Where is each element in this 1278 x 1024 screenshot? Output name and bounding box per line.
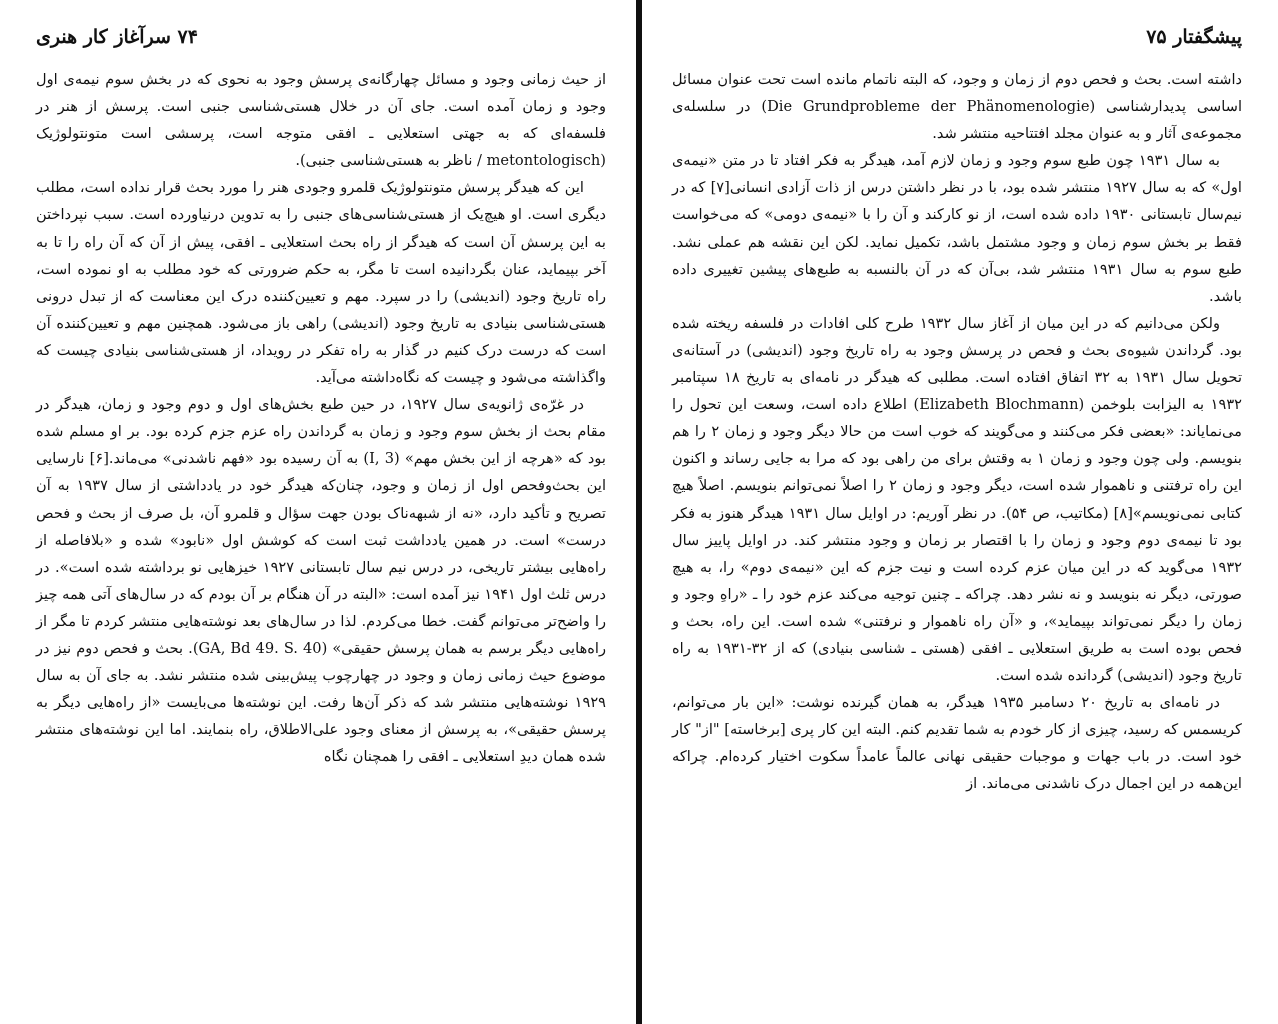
left-page-body [36, 66, 606, 770]
right-page [642, 0, 1278, 1024]
left-page [0, 0, 636, 1024]
left-page-header: ۷۴ سرآغاز کار هنری [36, 26, 198, 48]
right-page-body [672, 66, 1242, 798]
left-paragraph-1: از حیث زمانی وجود و مسائل چهارگانه‌ی پرسش وجود به نحوی که در بخش سوم نیمه‌ی اول وجود و زمان آمده است. جای آن در خلال هستی‌شناسی جنبی است. پرسش از هنر در فلسفه‌ای که به جهتی استعلایی ـ افقی متوجه است، پرسشی است متونتولوژیک (metontologisch / ناظر به هستی‌شناسی جنبی). [36, 71, 606, 170]
right-paragraph-4: در نامه‌ای به تاریخ ۲۰ دسامبر ۱۹۳۵ هیدگر، به همان گیرنده نوشت: «این بار می‌توانم، کریسمس که رسید، چیزی از کار خودم به شما تقدیم کنم. البته این کار پری [برخاسته] "از" کار خود است. در باب جهات و موجبات حقیقی نهانی عالماً عامداً سکوت اختیار کرده‌ام. چراکه این‌همه در این اجمال درک ناشدنی می‌ماند. از [672, 694, 1242, 793]
right-paragraph-1: داشته است. بحث و فحص دوم از زمان و وجود، که البته ناتمام مانده است تحت عنوان مسائل اساسی پدیدارشناسی (Die Grundprobleme der Phänomenologie) در سلسله‌ی مجموعه‌ی آثار و به عنوان مجلد افتتاحیه منتشر شد. [672, 71, 1242, 143]
right-page-header: پیشگفتار ۷۵ [1146, 26, 1242, 48]
left-paragraph-3: در غرّه‌ی ژانویه‌ی سال ۱۹۲۷، در حین طبع بخش‌های اول و دوم وجود و زمان، هیدگر در مقام بحث از بخش سوم وجود و زمان به گرداندن راه عزم جزم کرده بود. بر او مسلم شده بود که «هرچه از این بخش مهم» (I, 3) به آن رسیده بود «فهم ناشدنی» می‌ماند.[۶] نارسایی این بحث‌وفحص اول از زمان و وجود، چنان‌که هیدگر خود در یادداشتی از سال ۱۹۳۷ به آن تصریح و تأکید دارد، «نه از شبهه‌ناک بودن جهت سؤال و قلمرو آن، بل صرف از بحث و فحص درست» است. در همین یادداشت ثبت است که کوشش اول «نابود» شده و «بلافاصله از راه‌هایی بیشتر تاریخی، در درس نیم سال تابستانی ۱۹۲۷ خیزهایی نو برداشته شده است». در درس ثلث اول ۱۹۴۱ نیز آمده است: «البته در آن هنگام بر آن بودم که در سال‌های آتی همه چیز را واضح‌تر می‌توانم گفت. خطا می‌کردم. لذا در سال‌های بعد نوشته‌هایی منتشر کردم تا مگر از راه‌هایی دیگر برسم به همان پرسش حقیقی» (GA, Bd 49. S. 40). بحث و فحص دوم نیز در موضوع حیث زمانی زمان و وجود در چهارچوب پیش‌بینی شده منتشر نشد. به جای آن به سال ۱۹۲۹ نوشته‌هایی منتشر شد که ذکر آن‌ها رفت. این نوشته‌ها می‌بایست «از راه‌هایی دیگر به پرسش حقیقی»، به پرسش از معنای وجود علی‌الاطلاق، راه بنمایند. اما این نوشته‌های منتشر شده همان دیدِ استعلایی ـ افقی را همچنان نگاه [36, 396, 607, 766]
right-paragraph-3: ولکن می‌دانیم که در این میان از آغاز سال ۱۹۳۲ طرح کلی افادات در فلسفه ریخته شده بود. گرداندن شیوه‌ی بحث و فحص در پرسش وجود به راه تاریخ وجود (اندیشی) در آستانه‌ی تحویل سال ۱۹۳۱ به ۳۲ اتفاق افتاده است. مطلبی که هیدگر در نامه‌ای به تاریخ ۱۸ سپتامبر ۱۹۳۲ به الیزابت بلوخمن (Elizabeth Blochmann) اطلاع داده است، وسعت این تحول را می‌نمایاند: «بعضی فکر می‌کنند و می‌گویند که خوب است من حالا دیگر وجود و زمان ۲ را هم بنویسم. ولی چون وجود و زمان ۱ به وقتش برای من راهی بود که مرا به جایی رساند و اکنون این راه ترفتنی و ناهموار شده است، دیگر وجود و زمان ۲ را اصلاً نمی‌توانم بنویسم. اصلاً هیچ کتابی نمی‌نویسم»[۸] (مکاتیب، ص ۵۴). در نظر آوریم: در اوایل سال ۱۹۳۱ هیدگر هنوز به فکر بود تا نیمه‌ی دوم وجود و زمان را با اقتصار بر زمان و وجود منتشر کند. در اوایل پاییز سال ۱۹۳۲ می‌گوید که در این میان عزم کرده است و نیت جزم که این «نیمه‌ی دوم» را، به هیچ صورتی، دیگر نه بنویسد و نه نشر دهد. چراکه ـ چنین توجیه می‌کند عزم خود را ـ «راهِ وجود و زمان را دیگر نمی‌تواند بپیماید»، و «آن راه ناهموار و نرفتنی» شده است. این راه، بحث و فحص بوده است به طریق استعلایی ـ افقی (هستی ـ شناسی بنیادی) که از ۳۲-۱۹۳۱ به راه تاریخ وجود (اندیشی) گردانده شده است. [672, 314, 1243, 685]
left-paragraph-2: این که هیدگر پرسش متونتولوژیک قلمرو وجودی هنر را مورد بحث قرار نداده است، مطلب دیگری است. او هیچ‌یک از هستی‌شناسی‌های جنبی را به تدوین درنیاورده است. سبب نپرداختن به این پرسش آن است که هیدگر از راه بحث استعلایی ـ افقی، پیش از آن که آن راه را تا به آخر بپیماید، عنان بگردانیده است تا مگر، به حکم ضرورتی که خود مطلب به او نموده است، راه تاریخ وجود (اندیشی) را در سپرد. مهم و تعیین‌کننده درک این معناست که از تبدل درونی هستی‌شناسی بنیادی به تاریخ وجود (اندیشی) راهی باز می‌شود. همچنین مهم و تعیین‌کننده آن است که درست درک کنیم در گذار به راه تفکر در رویداد، از هستی‌شناسی بنیادی چیست که واگذاشته می‌شود و چیست که نگاه‌داشته می‌آید. [36, 179, 606, 387]
right-paragraph-2: به سال ۱۹۳۱ چون طبع سوم وجود و زمان لازم آمد، هیدگر به فکر افتاد تا در متن «نیمه‌ی اول» که به سال ۱۹۲۷ منتشر شده بود، با در نظر داشتن درس از ذات آزادی انسانی[۷] که در نیم‌سال تابستانی ۱۹۳۰ داده شده است، از نو کارکند و آن را با «نیمه‌ی دومی» که می‌خواست فقط بر بخش سوم زمان و وجود مشتمل باشد، تکمیل نماید. لکن این نقشه هم عملی نشد. طبع سوم به سال ۱۹۳۱ منتشر شد، بی‌آن که در آن بالنسبه به طبع‌های پیشین تغییری داده باشد. [672, 152, 1243, 305]
